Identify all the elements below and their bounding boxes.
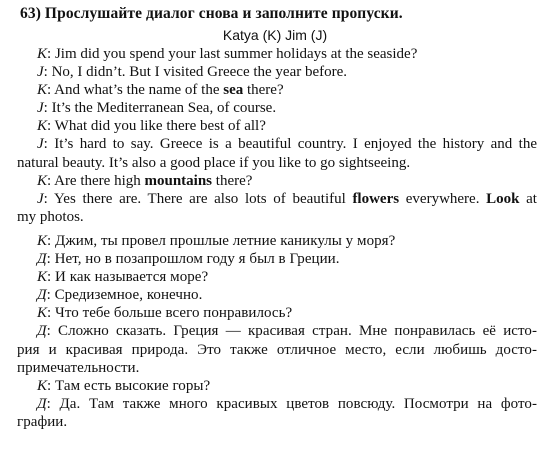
dialog-line: J: It’s the Mediterranean Sea, of course. [37, 100, 277, 117]
dialog-english [17, 45, 537, 226]
dialog-text: It’s the Mediterranean Sea, of course. [51, 100, 277, 117]
dialog-text: Are there high [54, 172, 145, 189]
speaker-label: J [37, 100, 44, 117]
speaker-label: Д [37, 323, 47, 340]
speaker-label: К [37, 269, 48, 286]
dialog-text: Jim did you spend your last summer holidays at the seaside? [54, 46, 418, 62]
speaker-label: K [37, 82, 48, 99]
dialog-text: everywhere. [399, 190, 487, 207]
dialog-russian [17, 232, 537, 431]
dialog-text: Yes there are. There are also lots of beautiful [53, 190, 353, 207]
dialog-text: It’s hard to say. Greece is a beautiful country. I enjoyed the history and the [54, 136, 537, 153]
dialog-line: K: Are there high mountains there? [37, 172, 253, 189]
dialog-text: графии. [17, 413, 68, 430]
dialog-text: natural beauty. It’s also a good place if you like to go sightseeing. [17, 154, 411, 171]
dialog-text: примечательности. [17, 359, 140, 376]
dialog-text: Средиземное, конечно. [54, 287, 203, 304]
speaker-label: J [37, 190, 44, 207]
dialog-line: К: Там есть высокие горы? [37, 377, 211, 394]
dialog-line: Д: Сложно сказать. Греция — красивая стран. Мне понравилась её исто- [37, 323, 537, 340]
dialog-line: К: Джим, ты провел прошлые летние каникулы у моря? [37, 233, 396, 249]
speakers-line: Katya (K) Jim (J) [222, 27, 328, 43]
speaker-label: Д [37, 251, 47, 268]
dialog-line: Д: Нет, но в позапрошлом году я был в Греции. [37, 251, 340, 268]
speaker-label: К [37, 233, 48, 249]
highlighted-word: Look [486, 190, 520, 207]
dialog-text: Нет, но в позапрошлом году я был в Греции. [54, 251, 340, 268]
highlighted-word: flowers [352, 190, 400, 207]
dialog-text: No, I didn’t. But I visited Greece the year before. [51, 64, 348, 81]
dialog-text: And what’s the name of the [54, 82, 224, 99]
highlighted-word: sea [223, 82, 244, 99]
dialog-text: Сложно сказать. Греция — красивая стран. Мне понравилась её исто- [58, 323, 537, 340]
dialog-line [17, 359, 537, 377]
dialog-text: my photos. [17, 208, 84, 225]
dialog-text: there? [243, 82, 284, 99]
dialog-line [17, 154, 537, 172]
dialog-text: И как называется море? [55, 269, 209, 286]
dialog-text: Что тебе больше всего понравилось? [55, 305, 293, 322]
speaker-label: K [37, 172, 48, 189]
dialog-line: J: No, I didn’t. But I visited Greece the year before. [37, 64, 348, 81]
dialog-line: К: Что тебе больше всего понравилось? [37, 305, 293, 322]
speaker-label: K [37, 46, 48, 62]
dialog-line: K: What did you like there best of all? [37, 118, 266, 135]
dialog-line: К: И как называется море? [37, 269, 209, 286]
dialog-line: Д: Средиземное, конечно. [37, 287, 203, 304]
dialog-line: J: It’s hard to say. Greece is a beautiful country. I enjoyed the history and the [37, 136, 537, 153]
speaker-label: Д [37, 395, 47, 412]
dialog-line [17, 413, 537, 431]
highlighted-word: mountains [144, 172, 213, 189]
speaker-label: Д [37, 287, 47, 304]
dialog-text: Там есть высокие горы? [55, 377, 211, 394]
dialog-line [17, 208, 537, 226]
dialog-text: рия и красивая природа. Это также отличное место, если любишь досто- [17, 341, 537, 358]
speaker-label: K [37, 118, 48, 135]
dialog-line: K: Jim did you spend your last summer holidays at the seaside? [37, 46, 418, 62]
speaker-label: К [37, 305, 48, 322]
dialog-text: at [519, 190, 537, 207]
dialog-line [17, 341, 537, 359]
speaker-label: J [37, 64, 44, 81]
speaker-label: К [37, 377, 48, 394]
dialog-line: Д: Да. Там также много красивых цветов повсюду. Посмотри на фото- [37, 395, 537, 412]
dialog-text: What did you like there best of all? [54, 118, 266, 135]
dialog-line: J: Yes there are. There are also lots of beautiful flowers everywhere. Look at [37, 190, 537, 207]
dialog-line: K: And what’s the name of the sea there? [37, 82, 284, 99]
speaker-label: J [37, 136, 44, 153]
dialog-text: Джим, ты провел прошлые летние каникулы у моря? [55, 233, 396, 249]
exercise-heading: 63) Прослушайте диалог снова и заполните пропуски. [20, 5, 403, 22]
dialog-text: Да. Там также много красивых цветов повсюду. Посмотри на фото- [59, 395, 537, 412]
dialog-text: there? [212, 172, 253, 189]
